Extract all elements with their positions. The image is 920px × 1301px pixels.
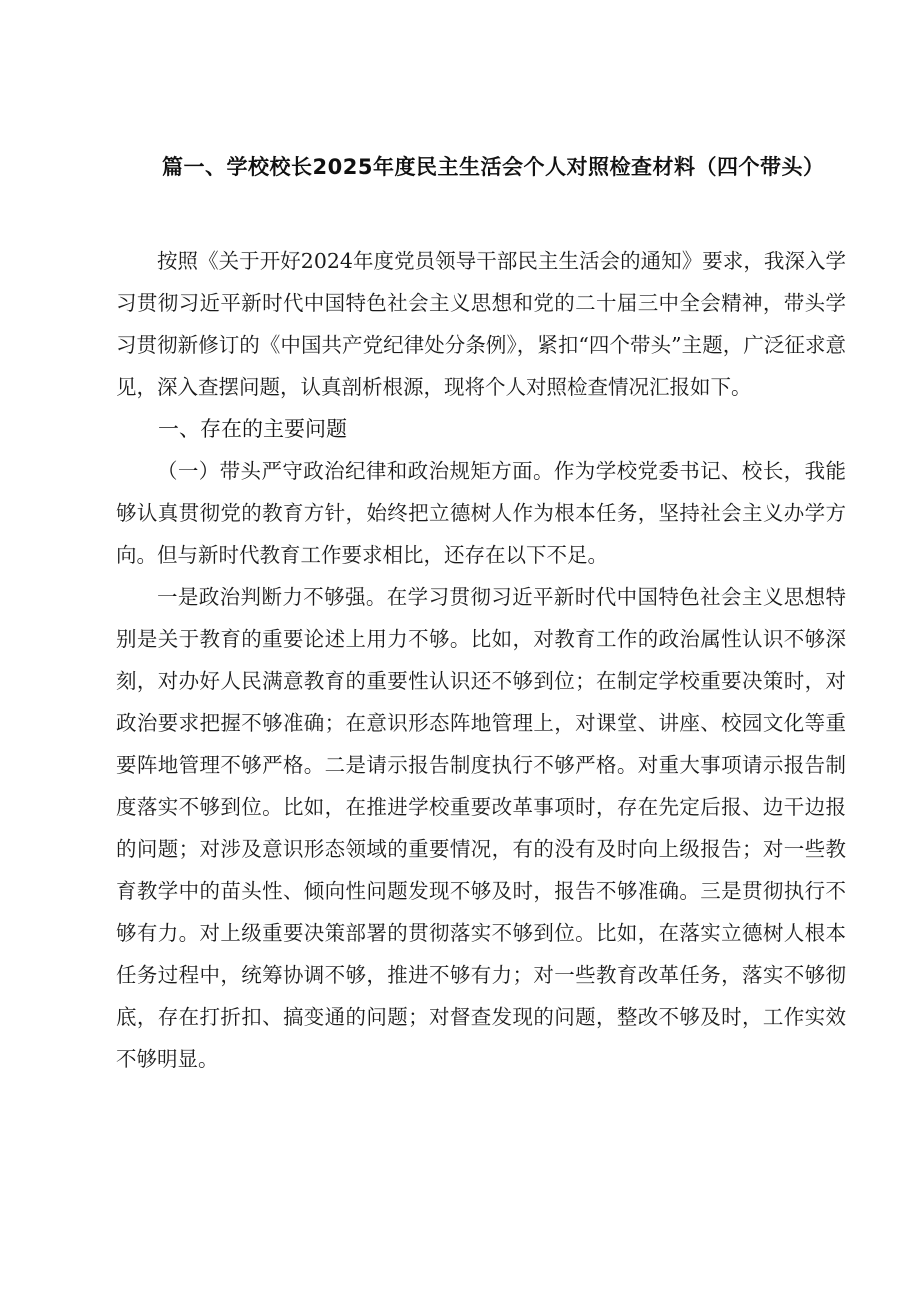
subsection-paragraph-1: （一）带头严守政治纪律和政治规矩方面。作为学校党委书记、校长，我能够认真贯彻党的教育方针，始终把立德树人作为根本任务，坚持社会主义办学方向。但与新时代教育工作要求相比，还存在以下不足。 (116, 459, 846, 567)
document-title: 篇一、学校校长2025年度民主生活会个人对照检查材料（四个带头） (162, 155, 825, 179)
intro-paragraph: 按照《关于开好2024年度党员领导干部民主生活会的通知》要求，我深入学习贯彻习近平新时代中国特色社会主义思想和党的二十届三中全会精神，带头学习贯彻新修订的《中国共产党纪律处分条例》，紧扣“四个带头”主题，广泛征求意见，深入查摆问题，认真剖析根源，现将个人对照检查情况汇报如下。 (116, 249, 846, 399)
points-paragraph: 一是政治判断力不够强。在学习贯彻习近平新时代中国特色社会主义思想特别是关于教育的重要论述上用力不够。比如，对教育工作的政治属性认识不够深刻，对办好人民满意教育的重要性认识还不够到位；在制定学校重要决策时，对政治要求把握不够准确；在意识形态阵地管理上，对课堂、讲座、校园文化等重要阵地管理不够严格。二是请示报告制度执行不够严格。对重大事项请示报告制度落实不够到位。比如，在推进学校重要改革事项时，存在先定后报、边干边报的问题；对涉及意识形态领域的重要情况，有的没有及时向上级报告；对一些教育教学中的苗头性、倾向性问题发现不够及时，报告不够准确。三是贯彻执行不够有力。对上级重要决策部署的贯彻落实不够到位。比如，在落实立德树人根本任务过程中，统筹协调不够，推进不够有力；对一些教育改革任务，落实不够彻底，存在打折扣、搞变通的问题；对督查发现的问题，整改不够及时，工作实效不够明显。 (116, 585, 846, 1071)
section-heading-1: 一、存在的主要问题 (158, 417, 347, 441)
document-body (116, 240, 846, 1080)
